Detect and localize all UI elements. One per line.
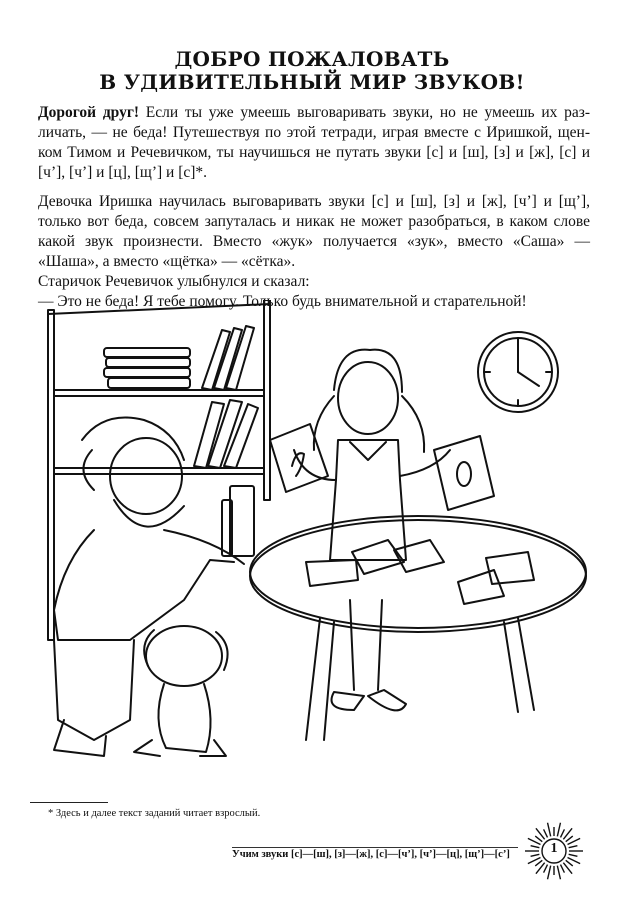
running-footer: Учим звуки [с]—[ш], [з]—[ж], [с]—[ч’], [ч’]—[ц], [щ’]—[с’] [232, 847, 518, 860]
intro-line: личать, — не беда! Путешествуя по этой тетради, играя вместе с Иришкой, щен- [38, 124, 590, 141]
story-line: только вот беда, совсем запуталась и никак не может разобраться, в каком слове [38, 213, 590, 230]
page-title [0, 48, 624, 94]
illustration [34, 300, 594, 780]
title-line-2: В УДИВИТЕЛЬНЫЙ МИР ЗВУКОВ! [99, 70, 525, 94]
intro-paragraph [38, 103, 590, 183]
story-paragraph [38, 192, 590, 312]
intro-text: Если ты уже умеешь выговаривать звуки, но не умеешь их раз- [139, 104, 590, 121]
greeting: Дорогой друг! [38, 104, 140, 121]
story-line: Старичок Речевичок улыбнулся и сказал: [38, 273, 310, 290]
puppy-illustration [134, 626, 228, 756]
title-line-1: ДОБРО ПОЖАЛОВАТЬ [174, 47, 450, 71]
clock-icon [478, 332, 558, 412]
story-line: Девочка Иришка научилась выговаривать звуки [с] и [ш], [з] и [ж], [ч’] и [щ’], [38, 193, 590, 210]
intro-line [38, 103, 590, 123]
story-line: какой звук произнести. Вместо «жук» получается «зук», вместо «Саша» — [38, 233, 590, 250]
footnote: * Здесь и далее текст заданий читает взрослый. [48, 808, 261, 819]
page-number: 1 [550, 841, 558, 856]
table-illustration [250, 516, 586, 740]
story-line: «Шаша», а вместо «щётка» — «сётка». [38, 253, 296, 270]
footnote-divider [30, 802, 108, 803]
intro-line: ком Тимом и Речевичком, ты научишься не путать звуки [с] и [ш], [з] и [ж], [с] и [38, 144, 590, 161]
bookshelf-illustration [48, 300, 270, 640]
intro-line: [ч’], [ч’] и [ц], [щ’] и [с]*. [38, 164, 208, 181]
story-line: — Это не беда! Я тебе помогу. Только будь внимательной и старательной! [38, 293, 527, 310]
